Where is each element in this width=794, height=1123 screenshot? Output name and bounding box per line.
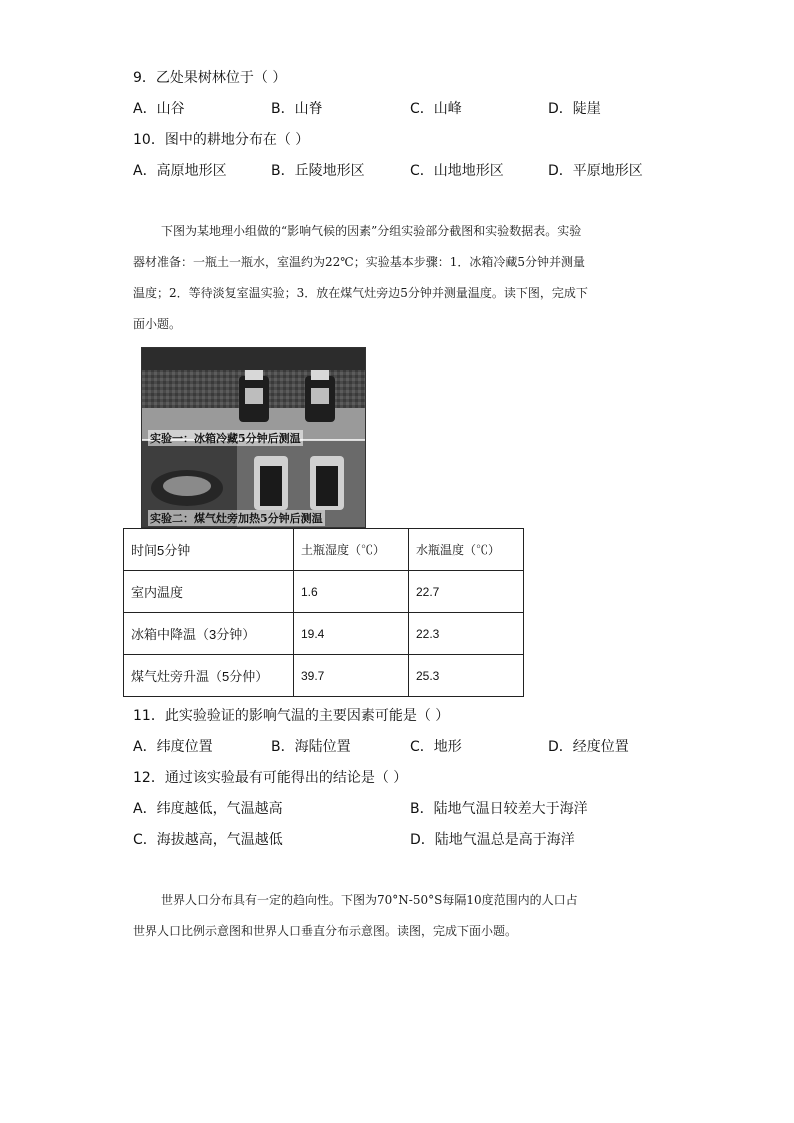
table-cell: 25.3 [409, 655, 524, 697]
question-10-stem: 10．图中的耕地分布在（ ） [133, 132, 310, 148]
question-11-option-d: D．经度位置 [548, 739, 629, 755]
question-9-option-a: A．山谷 [133, 101, 185, 117]
question-12-option-a: A．纬度越低，气温越高 [133, 801, 283, 817]
intro2-line-1: 世界人口分布具有一定的趋向性。下图为70°N-50°S每隔10度范围内的人口占 [161, 893, 578, 907]
intro-line-3: 温度；2．等待淡复室温实验；3．放在煤气灶旁边5分钟并测量温度。读下图，完成下 [133, 286, 588, 300]
soil-bottle-top [239, 370, 269, 422]
question-9-option-b: B．山脊 [271, 101, 323, 117]
experiment-1-caption: 实验一：冰箱冷藏5分钟后测温 [150, 432, 301, 445]
question-11-option-b: B．海陆位置 [271, 739, 351, 755]
experiment-data-table [123, 528, 524, 697]
question-9-option-d: D．陡崖 [548, 101, 601, 117]
experiment-2-caption: 实验二：煤气灶旁加热5分钟后测温 [150, 512, 323, 525]
question-11-option-c: C．地形 [410, 739, 462, 755]
table-cell: 22.7 [409, 571, 524, 613]
table-header-cell: 水瓶温度（℃） [409, 529, 524, 571]
table-cell: 22.3 [409, 613, 524, 655]
table-cell: 39.7 [294, 655, 409, 697]
question-12-option-c: C．海拔越高，气温越低 [133, 832, 283, 848]
question-12-stem: 12．通过该实验最有可能得出的结论是（ ） [133, 770, 408, 786]
question-10-option-c: C．山地地形区 [410, 163, 504, 179]
table-header-cell: 时间5分钟 [124, 529, 294, 571]
table-header-cell: 土瓶湿度（℃） [294, 529, 409, 571]
table-cell: 煤气灶旁升温（5分仲） [124, 655, 294, 697]
question-10-option-b: B．丘陵地形区 [271, 163, 365, 179]
table-cell: 1.6 [294, 571, 409, 613]
intro-line-4: 面小题。 [133, 317, 182, 331]
question-10-option-a: A．高原地形区 [133, 163, 227, 179]
intro-line-2: 器材准备：一瓶土一瓶水，室温约为22℃；实验基本步骤：1．冰箱冷藏5分钟并测量 [133, 255, 585, 269]
intro2-line-2: 世界人口比例示意图和世界人口垂直分布示意图。读图，完成下面小题。 [133, 924, 518, 938]
water-bottle-bottom [310, 456, 344, 510]
table-row [124, 571, 524, 613]
question-9-stem: 9．乙处果树林位于（ ） [133, 70, 287, 86]
table-cell: 冰箱中降温（3分钟） [124, 613, 294, 655]
table-row [124, 613, 524, 655]
water-bottle-top [305, 370, 335, 422]
question-12-option-b: B．陆地气温日较差大于海洋 [410, 801, 588, 817]
intro-line-1: 下图为某地理小组做的“影响气候的因素”分组实验部分截图和实验数据表。实验 [161, 224, 582, 238]
question-11-stem: 11．此实验验证的影响气温的主要因素可能是（ ） [133, 708, 450, 724]
table-cell: 19.4 [294, 613, 409, 655]
table-cell: 室内温度 [124, 571, 294, 613]
question-12-option-d: D．陆地气温总是高于海洋 [410, 832, 575, 848]
question-9-option-c: C．山峰 [410, 101, 462, 117]
question-11-option-a: A．纬度位置 [133, 739, 213, 755]
table-row [124, 655, 524, 697]
question-10-option-d: D．平原地形区 [548, 163, 643, 179]
experiment-intro-paragraph [133, 216, 673, 340]
table-header-row [124, 529, 524, 571]
experiment-photo [141, 347, 366, 528]
population-intro-paragraph [133, 885, 673, 947]
soil-bottle-bottom [254, 456, 288, 510]
